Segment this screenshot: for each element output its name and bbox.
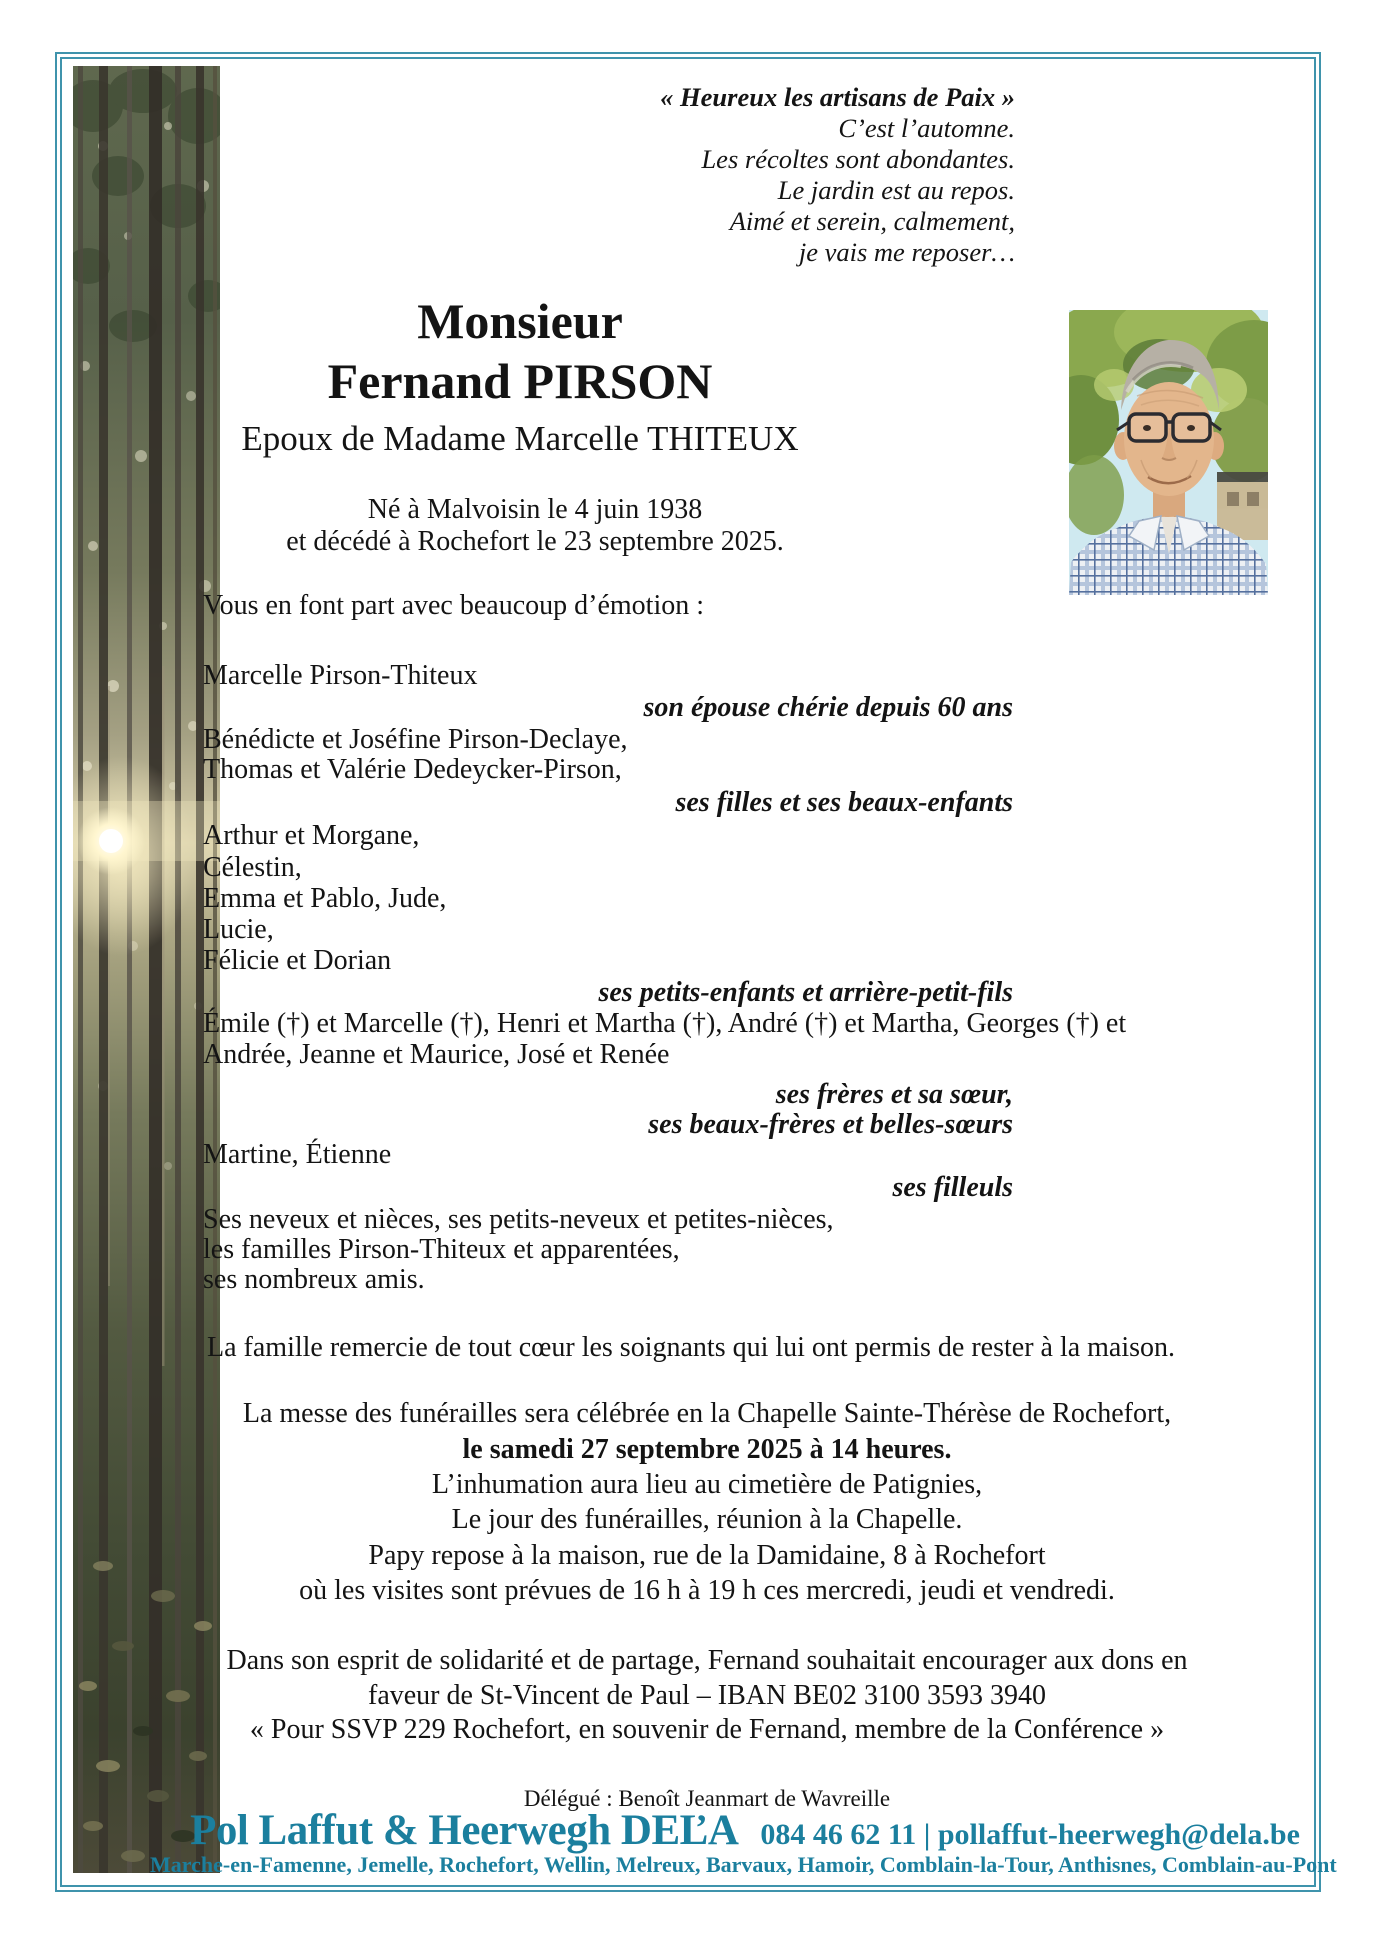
quote-line: Les récoltes sont abondantes.	[701, 144, 1015, 174]
opening-quote	[660, 82, 1015, 268]
funeral-home-brand: Pol Laffut & Heerwegh DEĽA	[190, 1807, 739, 1854]
family-spouse-role: son épouse chérie depuis 60 ans	[643, 692, 1013, 723]
ceremony-line: Papy repose à la maison, rue de la Damidaine, 8 à Rochefort	[368, 1540, 1046, 1571]
family-siblings-role: ses beaux-frères et belles-sœurs	[648, 1109, 1013, 1140]
family-grandchild-line: Félicie et Dorian	[203, 945, 392, 976]
family-others-line: Ses neveux et nièces, ses petits-neveux et petites-nièces,	[203, 1204, 834, 1235]
family-grandchild-line: Lucie,	[203, 914, 274, 945]
deceased-name: Fernand PIRSON	[327, 353, 713, 409]
quote-line: Aimé et serein, calmement,	[729, 206, 1015, 236]
quote-line: « Heureux les artisans de Paix »	[660, 82, 1015, 112]
donation-iban-line: faveur de St-Vincent de Paul – IBAN BE02 3100 3593 3940	[368, 1680, 1046, 1711]
family-others-line: ses nombreux amis.	[203, 1264, 425, 1295]
family-sibling-line: Andrée, Jeanne et Maurice, José et Renée	[203, 1039, 670, 1070]
ceremony-date-line: le samedi 27 septembre 2025 à 14 heures.	[462, 1434, 952, 1465]
thanks-line: La famille remercie de tout cœur les soignants qui lui ont permis de rester à la maison.	[207, 1332, 1176, 1363]
forest-photo-art	[73, 66, 220, 1873]
birth-line: Né à Malvoisin le 4 juin 1938	[367, 494, 703, 525]
family-godchildren-names: Martine, Étienne	[203, 1139, 392, 1170]
spouse-subtitle: Epoux de Madame Marcelle THITEUX	[241, 419, 799, 458]
funeral-home-contact: 084 46 62 11 | pollaffut-heerwegh@dela.be	[760, 1818, 1300, 1851]
family-grandchild-line: Célestin,	[203, 852, 302, 883]
portrait-photo	[1069, 310, 1268, 595]
quote-line: Le jardin est au repos.	[777, 175, 1015, 205]
forest-photo	[73, 66, 220, 1873]
quote-line: je vais me reposer…	[798, 237, 1015, 267]
family-siblings-role: ses frères et sa sœur,	[775, 1079, 1013, 1110]
family-daughter-line: Bénédicte et Joséfine Pirson-Declaye,	[203, 724, 628, 755]
funeral-home-row	[190, 1806, 1300, 1855]
portrait-art	[1069, 310, 1268, 595]
quote-line: C’est l’automne.	[838, 113, 1015, 143]
ceremony-line: L’inhumation aura lieu au cimetière de Patignies,	[431, 1469, 983, 1500]
donation-line: « Pour SSVP 229 Rochefort, en souvenir de Fernand, membre de la Conférence »	[249, 1714, 1165, 1745]
civility-title: Monsieur	[417, 293, 623, 349]
ceremony-line: La messe des funérailles sera célébrée en la Chapelle Sainte-Thérèse de Rochefort,	[242, 1398, 1172, 1429]
family-spouse-name: Marcelle Pirson-Thiteux	[203, 660, 478, 691]
funeral-home-towns: Marche-en-Famenne, Jemelle, Rochefort, Wellin, Melreux, Barvaux, Hamoir, Comblain-la-Tour, Anthisnes, Comblain-au-Pont	[150, 1852, 1337, 1877]
family-others-line: les familles Pirson-Thiteux et apparentées,	[203, 1234, 680, 1265]
family-daughter-line: Thomas et Valérie Dedeycker-Pirson,	[203, 754, 622, 785]
family-grandchildren-role: ses petits-enfants et arrière-petit-fils	[598, 977, 1013, 1008]
donation-line: Dans son esprit de solidarité et de partage, Fernand souhaitait encourager aux dons en	[226, 1645, 1188, 1676]
family-grandchild-line: Emma et Pablo, Jude,	[203, 883, 447, 914]
announcement-intro: Vous en font part avec beaucoup d’émotion :	[203, 590, 705, 621]
family-godchildren-role: ses filleuls	[892, 1172, 1013, 1203]
family-daughters-role: ses filles et ses beaux-enfants	[675, 787, 1013, 818]
family-grandchild-line: Arthur et Morgane,	[203, 820, 420, 851]
ceremony-line: où les visites sont prévues de 16 h à 19 h ces mercredi, jeudi et vendredi.	[299, 1575, 1115, 1606]
delegate-line: Délégué : Benoît Jeanmart de Wavreille	[523, 1786, 891, 1811]
ceremony-line: Le jour des funérailles, réunion à la Chapelle.	[451, 1504, 963, 1535]
death-line: et décédé à Rochefort le 23 septembre 2025.	[286, 526, 784, 557]
family-sibling-line: Émile (†) et Marcelle (†), Henri et Martha (†), André (†) et Martha, Georges (†) et	[203, 1008, 1127, 1039]
